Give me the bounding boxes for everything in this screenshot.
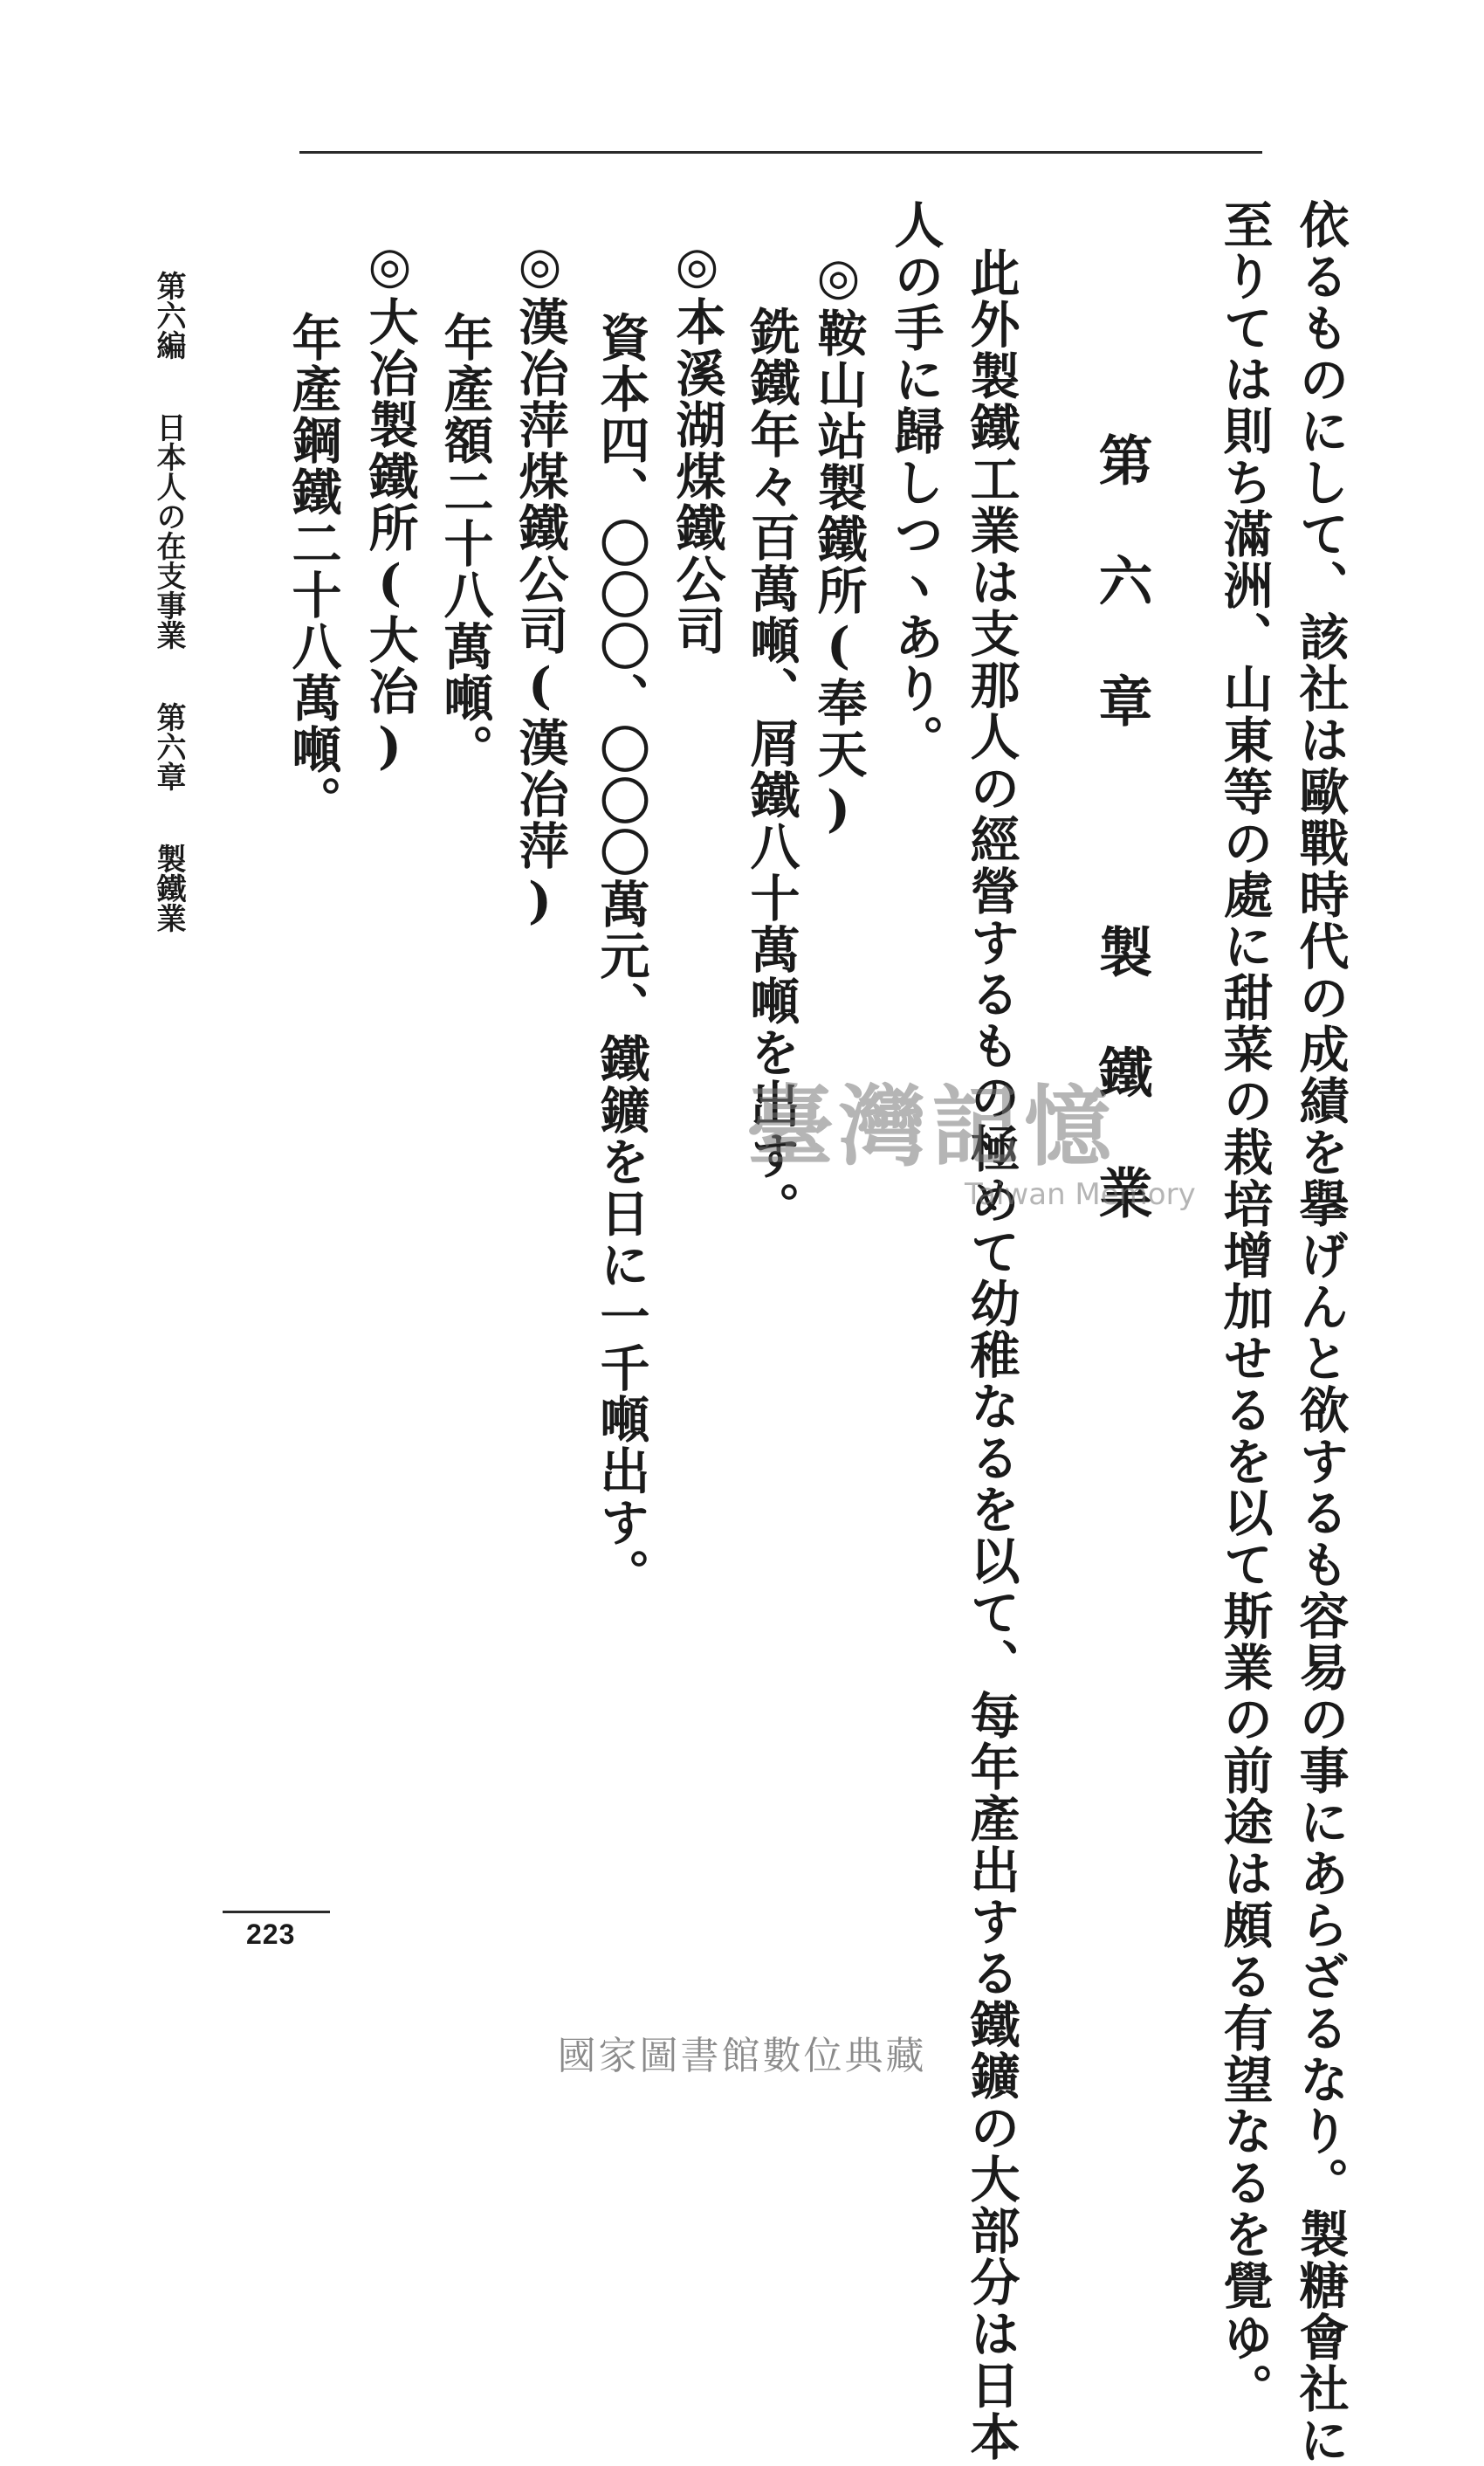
- running-head-chapter-title: 製鐵業: [151, 844, 186, 933]
- footer-credit: 國家圖書館數位典藏: [557, 2034, 927, 2078]
- text-line-1: 依るものにして、該社は歐戰時代の成績を擧げんと欲するも容易の事にあらざるなり。製糖會社に: [1291, 199, 1350, 2466]
- entry-benxihu-heading: ◎本溪湖煤鐵公司: [668, 236, 726, 657]
- entry-anshan-heading: ◎鞍山站製鐵所(奉天): [809, 247, 868, 840]
- running-head-part-title: 日本人の在支事業: [151, 412, 186, 650]
- running-head: [151, 271, 186, 933]
- entry-hanyeping-heading: ◎漢冶萍煤鐵公司(漢冶萍): [511, 236, 569, 932]
- page-number-rule: [223, 1911, 330, 1913]
- entry-daye-heading: ◎大冶製鐵所(大冶): [361, 236, 419, 777]
- running-head-part: 第六編: [151, 271, 186, 360]
- chapter-title: 第六章 製鐵業: [1089, 432, 1153, 1285]
- page-number: 223: [246, 1918, 296, 1950]
- watermark-chinese: 臺灣記憶: [746, 1075, 1116, 1178]
- entry-hanyeping-detail: 年產額二十八萬噸。: [436, 312, 494, 775]
- running-head-chapter: 第六章: [151, 702, 186, 791]
- entry-benxihu-detail: 資本四、〇〇〇、〇〇〇萬元、鐵鑛を日に一千噸出す。: [592, 312, 650, 1600]
- text-line-2: 至りては則ち滿洲、山東等の處に甜菜の栽培增加せるを以て斯業の前途は頗る有望なるを覺ゆ。: [1215, 199, 1274, 2414]
- text-line-4: 人の手に歸しつヽあり。: [886, 199, 945, 766]
- text-line-3: 此外製鐵工業は支那人の經營するもの極めて幼稚なるを以て、每年產出する鐵鑛の大部分は日本: [962, 247, 1020, 2463]
- top-rule: [299, 151, 1262, 154]
- entry-anshan-detail: 銑鐵年々百萬噸、屑鐵八十萬噸を出す。: [742, 306, 800, 1233]
- watermark-english: Taiwan Memory: [965, 1177, 1196, 1212]
- entry-daye-detail: 年產鋼鐵二十八萬噸。: [284, 312, 342, 827]
